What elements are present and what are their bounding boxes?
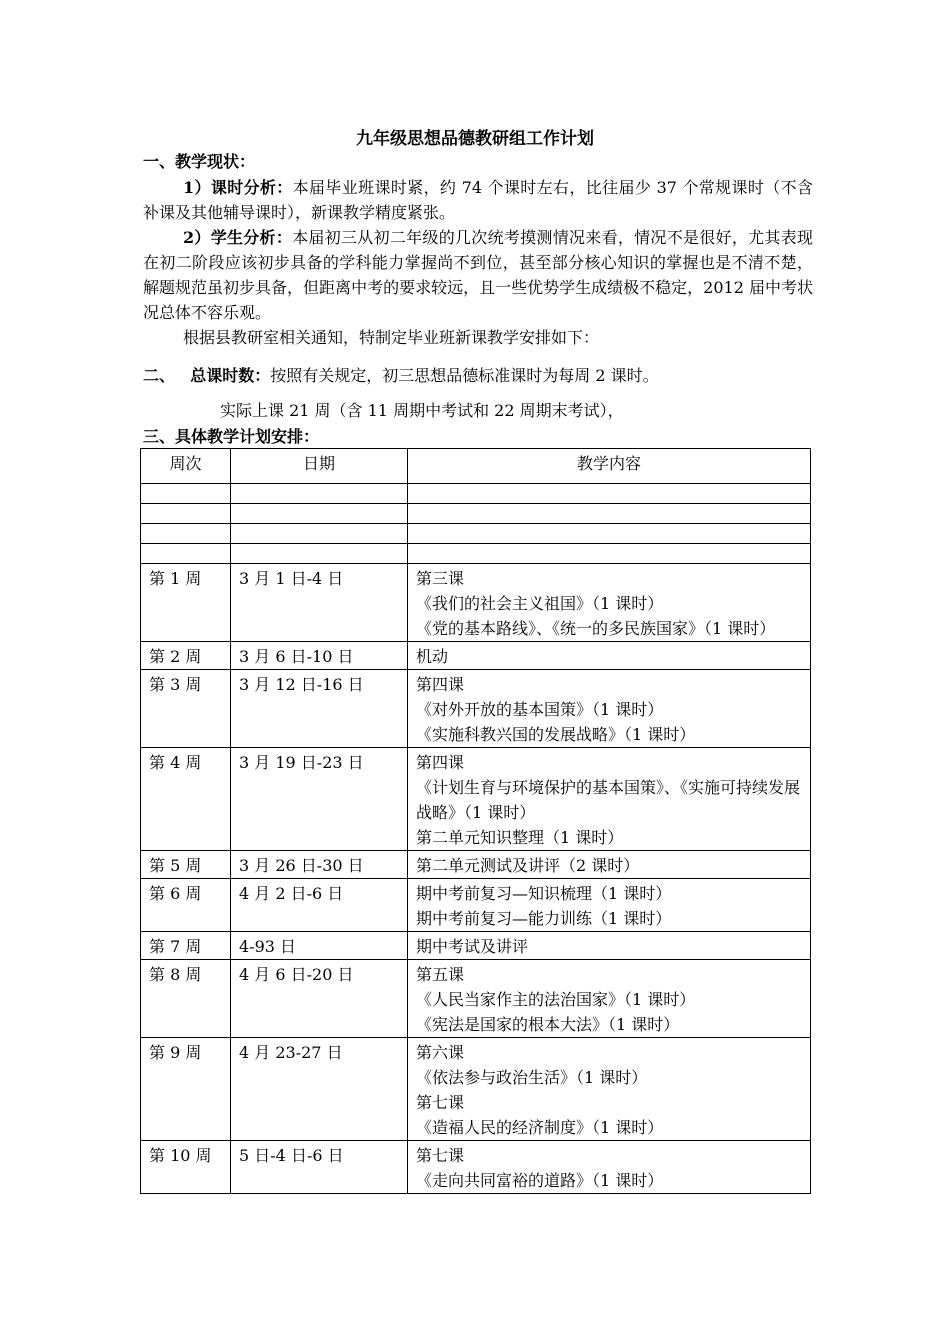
content-line: 《对外开放的基本国策》（1 课时） [416,700,664,719]
table-row [141,851,811,879]
date-cell: 4 月 23-27 日 [231,1038,408,1141]
week-cell: 第 3 周 [141,670,231,748]
content-cell [408,670,811,748]
content-line: 期中考前复习—能力训练（1 课时） [416,909,672,928]
content-line: 期中考前复习—知识梳理（1 课时） [416,884,672,903]
item-2-text: 本届初三从初二年级的几次统考摸测情况来看，情况不是很好，尤其表现在初二阶段应该初步具备的学科能力掌握尚不到位，甚至部分核心知识的掌握也是不清不楚，解题规范虽初步具备，但距离中考的要求较远，且一些优势学生成绩极不稳定，2012 届中考状况总体不容乐观。 [143,228,813,322]
week-cell: 第 8 周 [141,960,231,1038]
item-1-text: 本届毕业班课时紧，约 74 个课时左右，比往届少 37 个常规课时（不含补课及其他辅导课时），新课教学精度紧张。 [143,178,813,222]
content-line: 《造福人民的经济制度》（1 课时） [416,1118,664,1137]
content-line: 第四课 [416,753,465,772]
date-cell: 3 月 19 日-23 日 [231,748,408,851]
table-row [141,932,811,960]
section-3-heading: 三、具体教学计划安排： [143,427,320,446]
section-2-text: 按照有关规定，初三思想品德标准课时为每周 2 课时。 [270,366,659,385]
week-cell: 第 10 周 [141,1141,231,1194]
date-cell: 5 日-4 日-6 日 [231,1141,408,1194]
section-1-item-2 [143,225,813,325]
empty-row [141,524,811,544]
section-1-note: 根据县教研室相关通知，特制定毕业班新课教学安排如下： [183,328,600,347]
teaching-plan-table [140,448,811,1194]
week-cell: 第 7 周 [141,932,231,960]
week-cell: 第 1 周 [141,564,231,642]
table-row [141,564,811,642]
empty-row [141,544,811,564]
header-week: 周次 [141,449,231,484]
content-line: 《我们的社会主义祖国》（1 课时） [416,594,664,613]
content-line: 第七课 [416,1146,465,1165]
content-cell [408,960,811,1038]
content-line: 《依法参与政治生活》（1 课时） [416,1068,648,1087]
table-row [141,642,811,670]
content-cell [408,564,811,642]
header-date: 日期 [231,449,408,484]
content-line: 《计划生育与环境保护的基本国策》、《实施可持续发展战略》（1 课时） [416,778,801,822]
content-line: 《宪法是国家的根本大法》（1 课时） [416,1015,680,1034]
content-line: 期中考试及讲评 [416,937,529,956]
week-cell: 第 9 周 [141,1038,231,1141]
content-line: 第七课 [416,1093,465,1112]
content-line: 《走向共同富裕的道路》（1 课时） [416,1171,664,1190]
date-cell: 3 月 26 日-30 日 [231,851,408,879]
table-row [141,1141,811,1194]
week-cell: 第 2 周 [141,642,231,670]
date-cell: 3 月 12 日-16 日 [231,670,408,748]
week-cell: 第 5 周 [141,851,231,879]
content-cell [408,851,811,879]
item-2-label: 2）学生分析： [183,228,293,247]
document-title: 九年级思想品德教研组工作计划 [356,129,594,149]
content-line: 第五课 [416,965,465,984]
empty-row [141,484,811,504]
week-cell: 第 6 周 [141,879,231,932]
date-cell: 4 月 6 日-20 日 [231,960,408,1038]
week-cell: 第 4 周 [141,748,231,851]
section-1-heading: 一、教学现状： [143,152,256,171]
date-cell: 4-93 日 [231,932,408,960]
table-row [141,748,811,851]
date-cell: 4 月 2 日-6 日 [231,879,408,932]
content-line: 《人民当家作主的法治国家》（1 课时） [416,990,696,1009]
section-2-label: 总课时数： [190,366,271,385]
header-content: 教学内容 [408,449,811,484]
content-line: 第四课 [416,675,465,694]
table-row [141,670,811,748]
section-1-item-1 [143,175,813,225]
content-cell [408,932,811,960]
date-cell: 3 月 1 日-4 日 [231,564,408,642]
item-1-label: 1）课时分析： [183,178,293,197]
section-2-line-2: 实际上课 21 周（含 11 周期中考试和 22 周期末考试）， [220,401,624,420]
content-line: 第二单元知识整理（1 课时） [416,828,624,847]
table-row [141,879,811,932]
content-line: 第二单元测试及讲评（2 课时） [416,856,640,875]
table-row [141,1038,811,1141]
content-line: 第六课 [416,1043,465,1062]
table-row [141,960,811,1038]
content-line: 第三课 [416,569,465,588]
content-line: 机动 [416,647,449,666]
content-cell [408,879,811,932]
content-line: 《实施科教兴国的发展战略》（1 课时） [416,725,696,744]
empty-row [141,504,811,524]
section-2-line [143,364,659,388]
content-cell [408,1038,811,1141]
table-header-row [141,449,811,484]
date-cell: 3 月 6 日-10 日 [231,642,408,670]
content-cell [408,748,811,851]
content-cell [408,1141,811,1194]
content-cell [408,642,811,670]
content-line: 《党的基本路线》、《统一的多民族国家》（1 课时） [416,619,776,638]
section-2-number: 二、 [143,366,176,385]
